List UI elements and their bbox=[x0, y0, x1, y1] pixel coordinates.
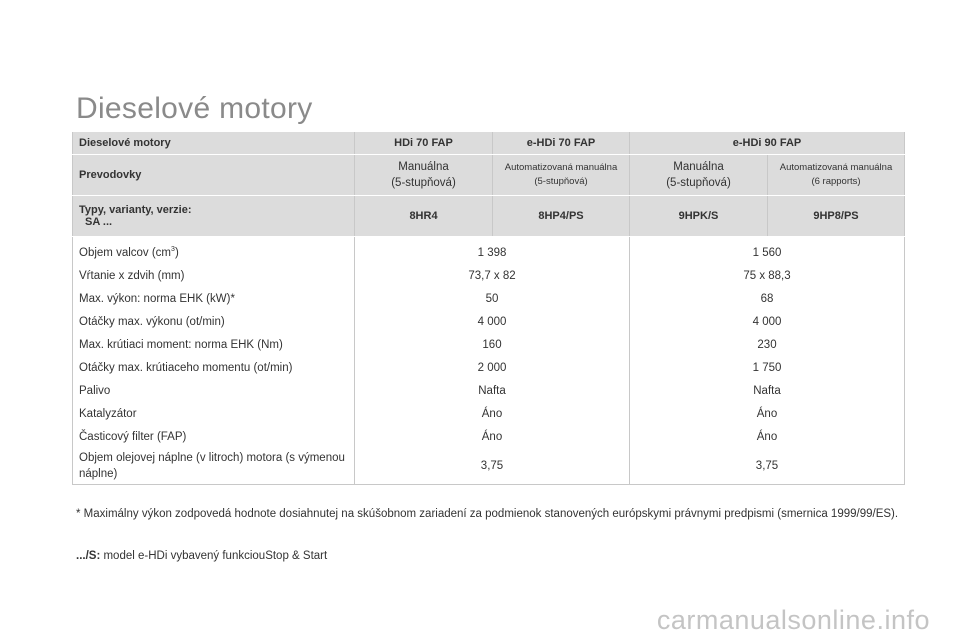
value-ehdi90: 68 bbox=[630, 287, 905, 310]
gearbox-line1: Manuálna bbox=[398, 161, 449, 173]
header-hdi70: HDi 70 FAP bbox=[355, 132, 493, 155]
value-hdi70: 2 000 bbox=[355, 356, 630, 379]
gearbox-cell bbox=[630, 155, 768, 196]
table-row bbox=[73, 402, 905, 425]
value-ehdi90: Áno bbox=[630, 425, 905, 448]
gearbox-line2: (5-stupňová) bbox=[666, 177, 731, 189]
row-label-text: Objem valcov (cm bbox=[79, 246, 172, 259]
note-prefix: .../S: bbox=[76, 550, 101, 562]
value-hdi70: 4 000 bbox=[355, 310, 630, 333]
value-ehdi90: Nafta bbox=[630, 379, 905, 402]
value-hdi70: Áno bbox=[355, 402, 630, 425]
watermark: carmanualsonline.info bbox=[656, 605, 930, 635]
row-label: Objem olejovej náplne (v litroch) motora (s výmenou náplne) bbox=[73, 448, 355, 485]
value-hdi70: 1 398 bbox=[355, 237, 630, 265]
table-row bbox=[73, 448, 905, 485]
gearbox-cell bbox=[768, 155, 905, 196]
gearbox-line1: Manuálna bbox=[673, 161, 724, 173]
row-label: Otáčky max. výkonu (ot/min) bbox=[73, 310, 355, 333]
table-row bbox=[73, 333, 905, 356]
gearbox-line1: Automatizovaná manuálna bbox=[779, 162, 893, 173]
type-cell: 9HP8/PS bbox=[768, 196, 905, 237]
row-label: Časticový filter (FAP) bbox=[73, 425, 355, 448]
value-ehdi90: Áno bbox=[630, 402, 905, 425]
type-cell: 8HP4/PS bbox=[493, 196, 630, 237]
gearbox-row bbox=[73, 155, 905, 196]
type-cell: 8HR4 bbox=[355, 196, 493, 237]
table-row bbox=[73, 310, 905, 333]
row-label: Max. krútiaci moment: norma EHK (Nm) bbox=[73, 333, 355, 356]
row-label: Katalyzátor bbox=[73, 402, 355, 425]
row-label: Vŕtanie x zdvih (mm) bbox=[73, 264, 355, 287]
row-label: Otáčky max. krútiaceho momentu (ot/min) bbox=[73, 356, 355, 379]
types-row bbox=[73, 196, 905, 237]
value-hdi70: 3,75 bbox=[355, 448, 630, 485]
row-label: Palivo bbox=[73, 379, 355, 402]
header-ehdi70: e-HDi 70 FAP bbox=[493, 132, 630, 155]
types-label bbox=[73, 196, 355, 237]
table-row bbox=[73, 379, 905, 402]
value-ehdi90: 4 000 bbox=[630, 310, 905, 333]
gearbox-cell bbox=[355, 155, 493, 196]
row-label-end: ) bbox=[174, 246, 179, 259]
value-ehdi90: 230 bbox=[630, 333, 905, 356]
type-cell: 9HPK/S bbox=[630, 196, 768, 237]
gearbox-cell bbox=[493, 155, 630, 196]
table-row bbox=[73, 356, 905, 379]
gearbox-line1: Automatizovaná manuálna bbox=[504, 162, 618, 173]
value-hdi70: 50 bbox=[355, 287, 630, 310]
types-label-line1: Typy, varianty, verzie: bbox=[79, 204, 192, 216]
diesel-engines-table bbox=[72, 132, 905, 485]
value-hdi70: Áno bbox=[355, 425, 630, 448]
value-hdi70: Nafta bbox=[355, 379, 630, 402]
table-row bbox=[73, 264, 905, 287]
table-row bbox=[73, 425, 905, 448]
gearbox-line2: (6 rapports) bbox=[811, 176, 861, 187]
page-title: Dieselové motory bbox=[76, 92, 313, 125]
table-row bbox=[73, 287, 905, 310]
note-text: model e-HDi vybavený funkciouStop & Start bbox=[100, 550, 328, 562]
value-hdi70: 73,7 x 82 bbox=[355, 264, 630, 287]
gearbox-line2: (5-stupňová) bbox=[391, 177, 456, 189]
table-row bbox=[73, 237, 905, 265]
value-ehdi90: 1 560 bbox=[630, 237, 905, 265]
gearbox-line2: (5-stupňová) bbox=[534, 176, 588, 187]
value-hdi70: 160 bbox=[355, 333, 630, 356]
row-label bbox=[73, 237, 355, 265]
gearbox-label: Prevodovky bbox=[73, 155, 355, 196]
table-header-row bbox=[73, 132, 905, 155]
header-label: Dieselové motory bbox=[73, 132, 355, 155]
start-stop-note bbox=[76, 550, 327, 562]
value-ehdi90: 3,75 bbox=[630, 448, 905, 485]
value-ehdi90: 1 750 bbox=[630, 356, 905, 379]
value-ehdi90: 75 x 88,3 bbox=[630, 264, 905, 287]
row-label-sup: 3 bbox=[171, 246, 175, 254]
footnote: * Maximálny výkon zodpovedá hodnote dosiahnutej na skúšobnom zariadení za podmienok stanovených európskymi právnymi predpismi (smernica 1999/99/ES). bbox=[76, 508, 899, 520]
header-ehdi90: e-HDi 90 FAP bbox=[630, 132, 905, 155]
types-label-line2: SA ... bbox=[85, 216, 113, 228]
row-label: Max. výkon: norma EHK (kW)* bbox=[73, 287, 355, 310]
